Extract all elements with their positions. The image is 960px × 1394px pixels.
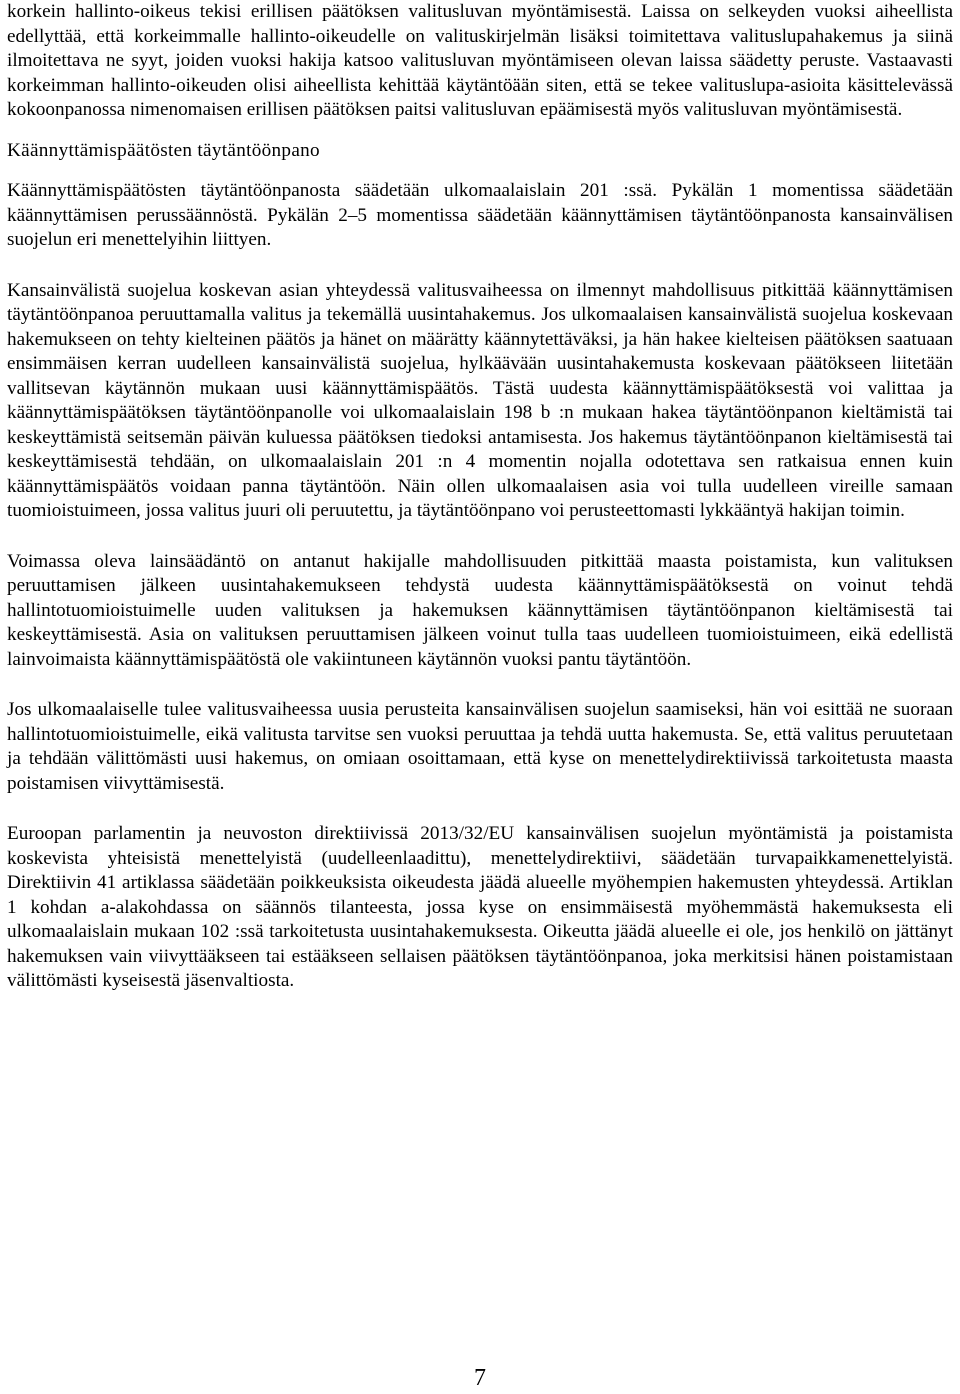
paragraph-current-legislation: Voimassa oleva lainsäädäntö on antanut hakijalle mahdollisuuden pitkittää maasta poistamista, kun valituksen peruuttamisen jälkeen uusintahakemukseen tehdystä uudesta käännyttämispäätöksestä on voinut tehdä hallintotuomioistuimelle uuden valituksen ja hakemuksen käännyttämisen täytäntöönpanon kieltämisestä tai keskeyttämisestä. Asia on valituksen peruuttamisen jälkeen voinut tulla taas uudelleen tuomioistuimeen, eikä edellistä lainvoimaista käännyttämispäätöstä ole vakiintuneen käytännön vuoksi pantu täytäntöön. — [7, 550, 953, 670]
paragraph-201-section: Käännyttämispäätösten täytäntöönpanosta säädetään ulkomaalaislain 201 :ssä. Pykälän 1 momentissa säädetään käännyttämisen perussäännöstä. Pykälän 2–5 momentissa säädetään käännyttämisen täytäntöönpanosta kansainvälisen suojelun eri menettelyihin liittyen. — [7, 180, 953, 250]
paragraph-valituslupa: korkein hallinto-oikeus tekisi erillisen päätöksen valitusluvan myöntämisestä. Laissa on selkeyden vuoksi aiheellista edellyttää, että korkeimmalle hallinto-oikeudelle on valituskirjelmän lisäksi toimitettava valituslupahakemus ja siinä ilmoitettava ne syyt, joiden vuoksi hakija katsoo valitusluvan myöntämiseen olevan laissa säädetty peruste. Vastaavasti korkeimman hallinto-oikeuden olisi aiheellista kehittää käytäntöään siten, että se tekee valituslupa-asioita käsittelevässä kokoonpanossa nimenomaisen erillisen päätöksen paitsi valitusluvan epäämisestä myös valitusluvan myöntämisestä. — [7, 1, 953, 120]
page-number: 7 — [474, 1365, 486, 1391]
paragraph-international-protection: Kansainvälistä suojelua koskevan asian yhteydessä valitusvaiheessa on ilmennyt mahdollisuus pitkittää käännyttämisen täytäntöönpanoa peruuttamalla valitus ja tekemällä uusintahakemus. Jos ulkomaalaisen kansainvälistä suojelua koskevaan hakemukseen on tehty kielteinen päätös ja hänet on määrätty käännytettäväksi, ja hän hakee kielteisen päätöksen saatuaan ensimmäisen kerran uudelleen kansainvälistä suojelua, hylkäävään uusintahakemusta koskevaan päätökseen liitetään vallitsevan käytännön mukaan uusi käännyttämispäätös. Tästä uudesta käännyttämispäätöksestä voi valittaa ja käännyttämispäätöksen täytäntöönpanolle voi ulkomaalaislain 198 b :n mukaan hakea täytäntöönpanon kieltämistä tai keskeyttämistä seitsemän päivän kuluessa päätöksen tiedoksi antamisesta. Jos hakemus täytäntöönpanon kieltämisestä tai keskeyttämisestä tehdään, on ulkomaalaislain 201 :n 4 momentin nojalla odotettava sen ratkaisua ennen kuin käännyttämispäätös voidaan panna täytäntöön. Näin ollen ulkomaalaisen asia voi tulla uudelleen vireille samaan tuomioistuimeen, jossa valitus juuri oli peruutettu, ja täytäntöönpano voi perusteettomasti lykkääntyä hakijan toimin. — [7, 279, 953, 521]
section-heading: Käännyttämispäätösten täytäntöönpano — [7, 139, 320, 161]
paragraph-new-grounds: Jos ulkomaalaiselle tulee valitusvaiheessa uusia perusteita kansainvälisen suojelun saamiseksi, hän voi esittää ne suoraan hallintotuomioistuimelle, eikä valitusta tarvitse sen vuoksi peruuttaa ja tehdä uutta hakemusta. Se, että valitus peruutetaan ja tehdään välittömästi uusi hakemus, on omiaan osoittamaan, että kyse on menettelydirektiivissä tarkoitetusta maasta poistamisen viivyttämisestä. — [7, 699, 953, 794]
paragraph-directive: Euroopan parlamentin ja neuvoston direktiivissä 2013/32/EU kansainvälisen suojelun myöntämistä ja poistamista koskevista yhteisistä menettelyistä (uudelleenlaadittu), menettelydirektiivi, säädetään turvapaikkamenettelyistä. Direktiivin 41 artiklassa säädetään poikkeuksista oikeudesta jäädä alueelle myöhempien hakemusten yhteydessä. Artiklan 1 kohdan a-alakohdassa on säännös tilanteesta, jossa kyse on ensimmäisestä myöhemmästä hakemuksesta eli ulkomaalaislain mukaan 102 :ssä tarkoitetusta uusintahakemuksesta. Oikeutta jäädä alueelle ei ole, jos henkilö on jättänyt hakemuksen vain viivyttääkseen tai estääkseen sellaisen päätöksen täytäntöönpanoa, joka merkitsisi hänen poistamistaan välittömästi kyseisestä jäsenvaltiosta. — [7, 823, 953, 991]
document-page — [7, 0, 953, 994]
